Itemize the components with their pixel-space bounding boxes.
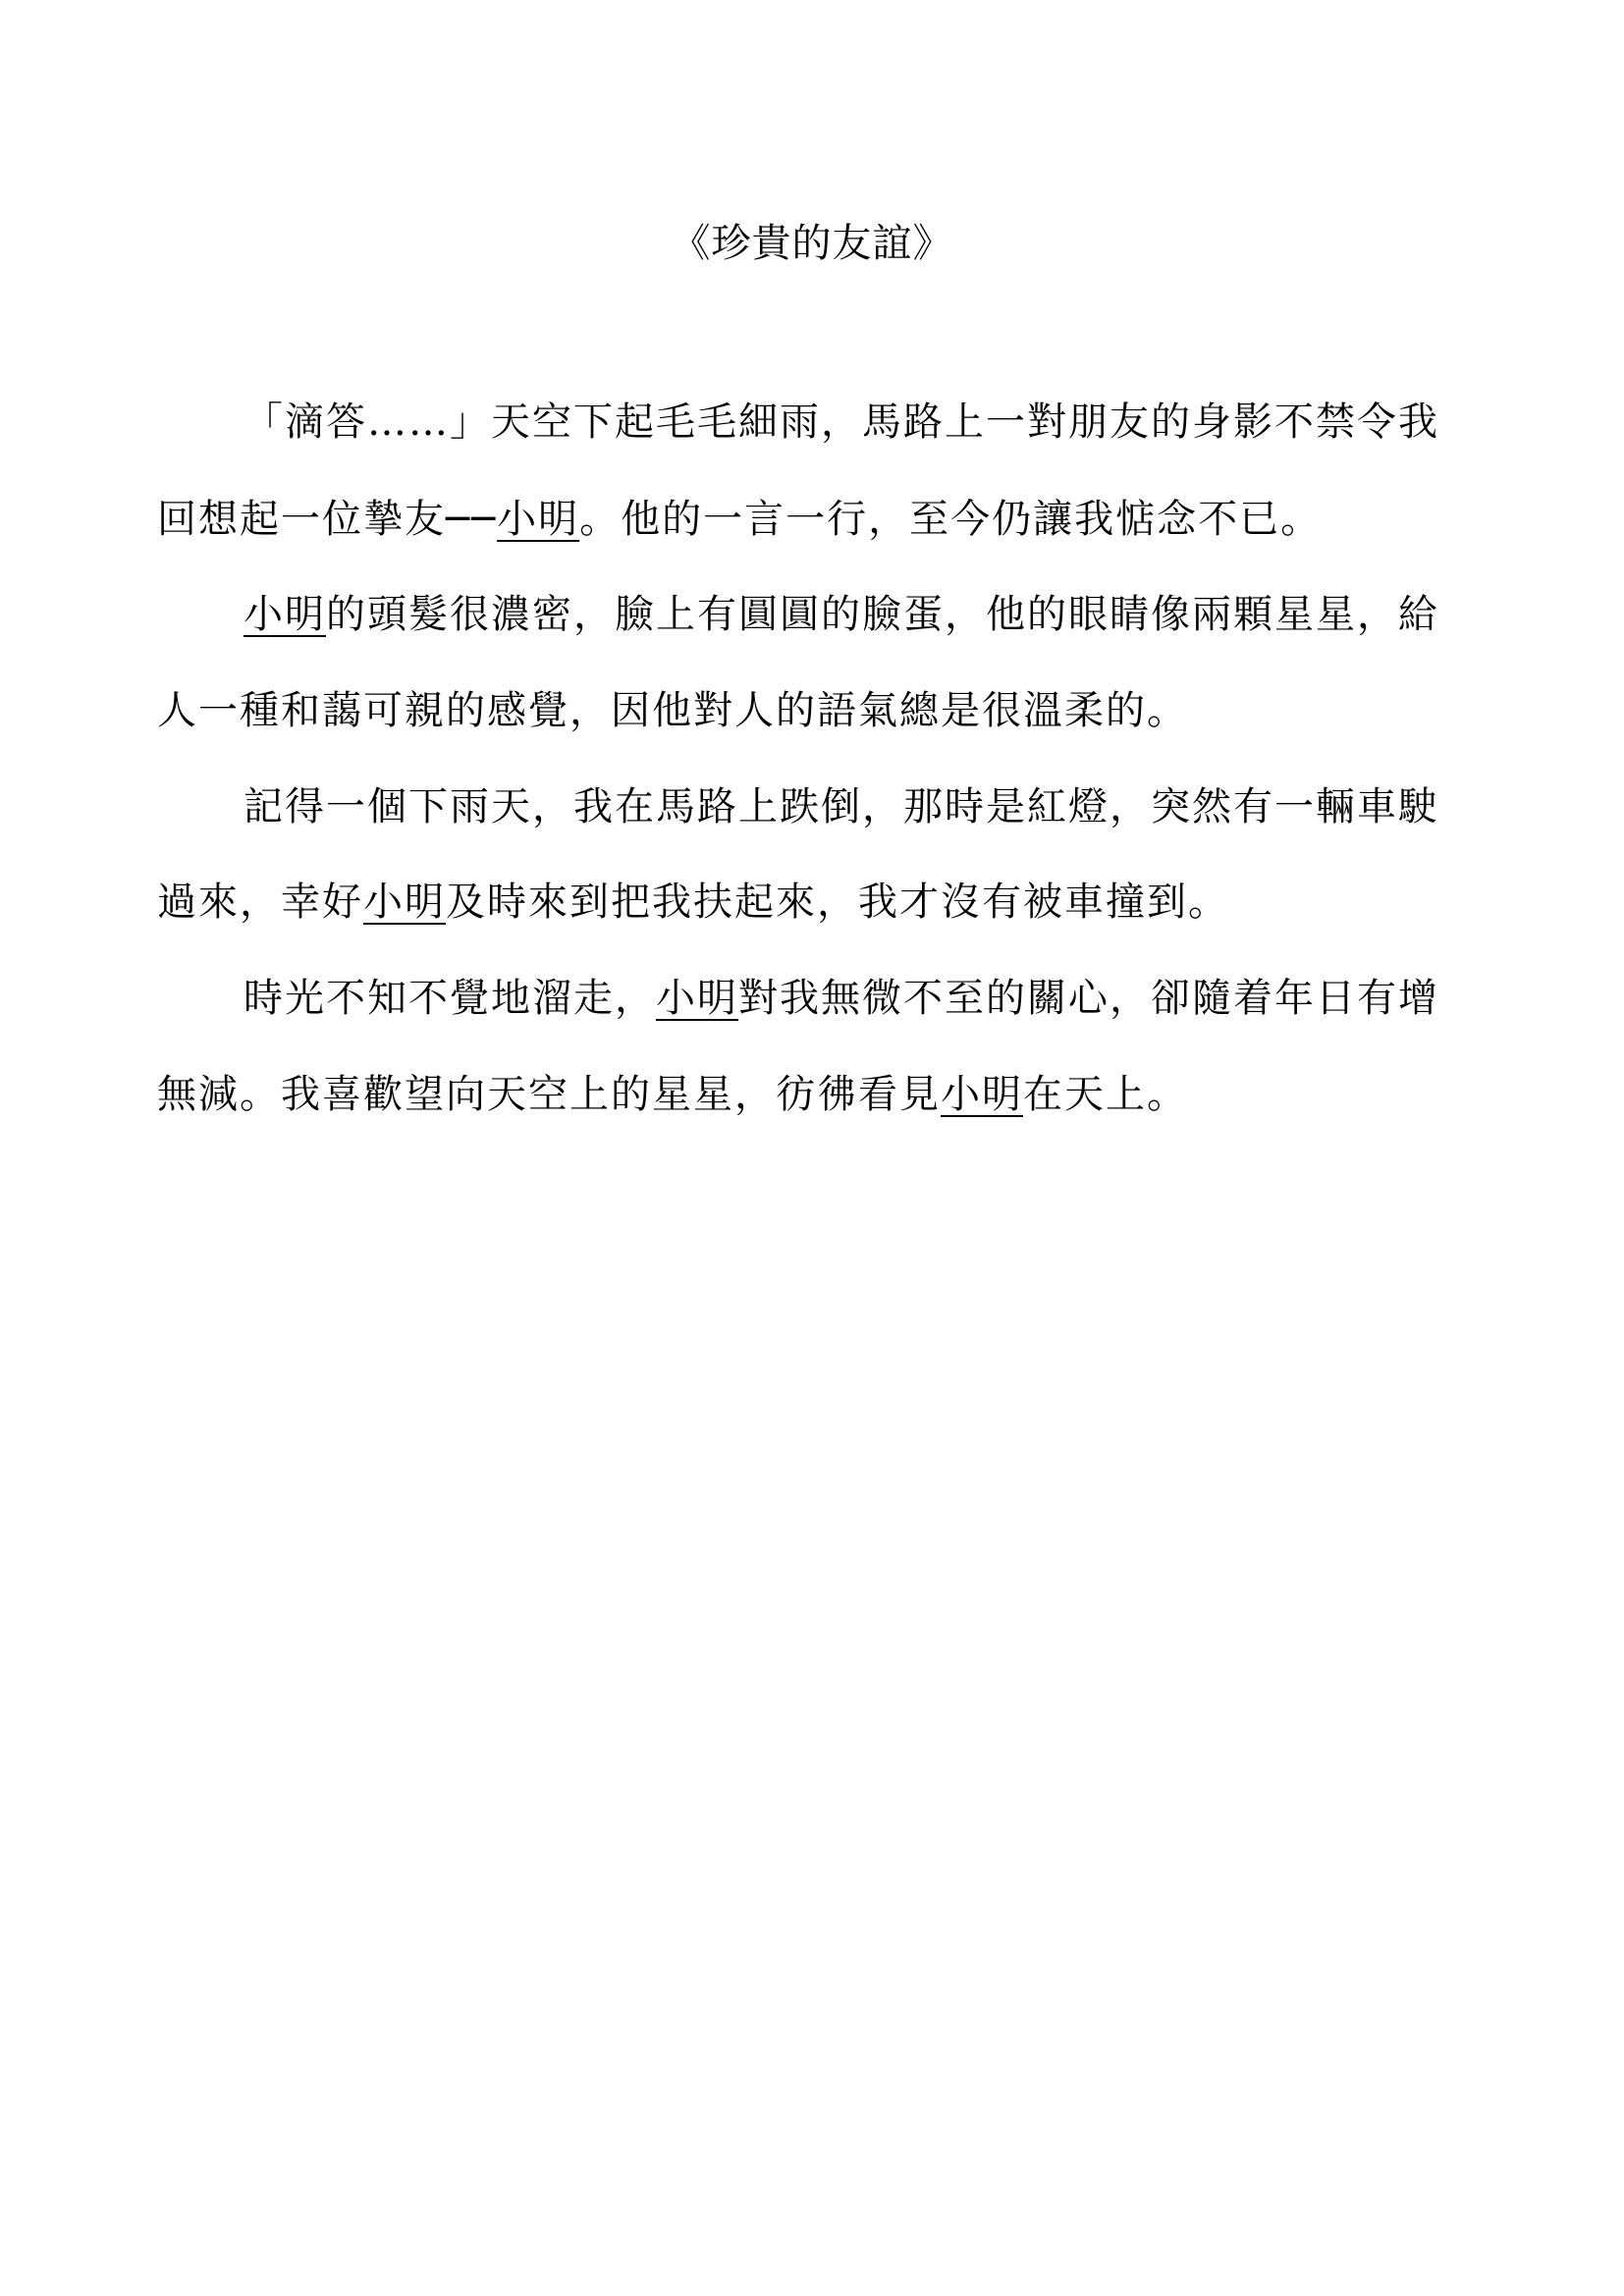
paragraph-2-line-1 <box>244 589 1439 640</box>
paragraph-4-line-1 <box>244 973 1439 1024</box>
name-underlined: 小明 <box>656 976 738 1021</box>
paragraph-3-line-1 <box>244 781 1439 832</box>
document-title: 《珍貴的友誼》 <box>671 221 953 266</box>
paragraph-2-line-2 <box>157 685 1188 736</box>
paragraph-1-line-2 <box>157 494 1322 545</box>
name-underlined: 小明 <box>497 497 580 542</box>
text-run: 「滴答……」天空下起毛毛細雨，馬路上一對朋友的身影不禁令我 <box>244 400 1439 445</box>
text-run: 回想起一位摯友── <box>157 497 498 542</box>
text-run: 及時來到把我扶起來，我才沒有被車撞到。 <box>446 880 1229 925</box>
text-run: 無減。我喜歡望向天空上的星星，彷彿看見 <box>157 1072 941 1117</box>
text-run: 過來，幸好 <box>157 880 363 925</box>
text-run: 對我無微不至的關心，卻隨着年日有增 <box>738 976 1439 1021</box>
text-run: 。他的一言一行，至今仍讓我惦念不已。 <box>579 497 1323 542</box>
name-underlined: 小明 <box>941 1072 1023 1117</box>
name-underlined: 小明 <box>244 592 326 637</box>
text-run: 記得一個下雨天，我在馬路上跌倒，那時是紅燈，突然有一輛車駛 <box>244 784 1439 829</box>
paragraph-4-line-2 <box>157 1069 1188 1120</box>
text-run: 的頭髮很濃密，臉上有圓圓的臉蛋，他的眼睛像兩顆星星，給 <box>326 592 1439 637</box>
name-underlined: 小明 <box>363 880 446 925</box>
text-run: 時光不知不覺地溜走， <box>244 976 656 1021</box>
text-run: 人一種和藹可親的感覺，因他對人的語氣總是很溫柔的。 <box>157 688 1188 733</box>
paragraph-1-line-1 <box>244 397 1439 448</box>
text-run: 在天上。 <box>1023 1072 1188 1117</box>
paragraph-3-line-2 <box>157 877 1229 928</box>
